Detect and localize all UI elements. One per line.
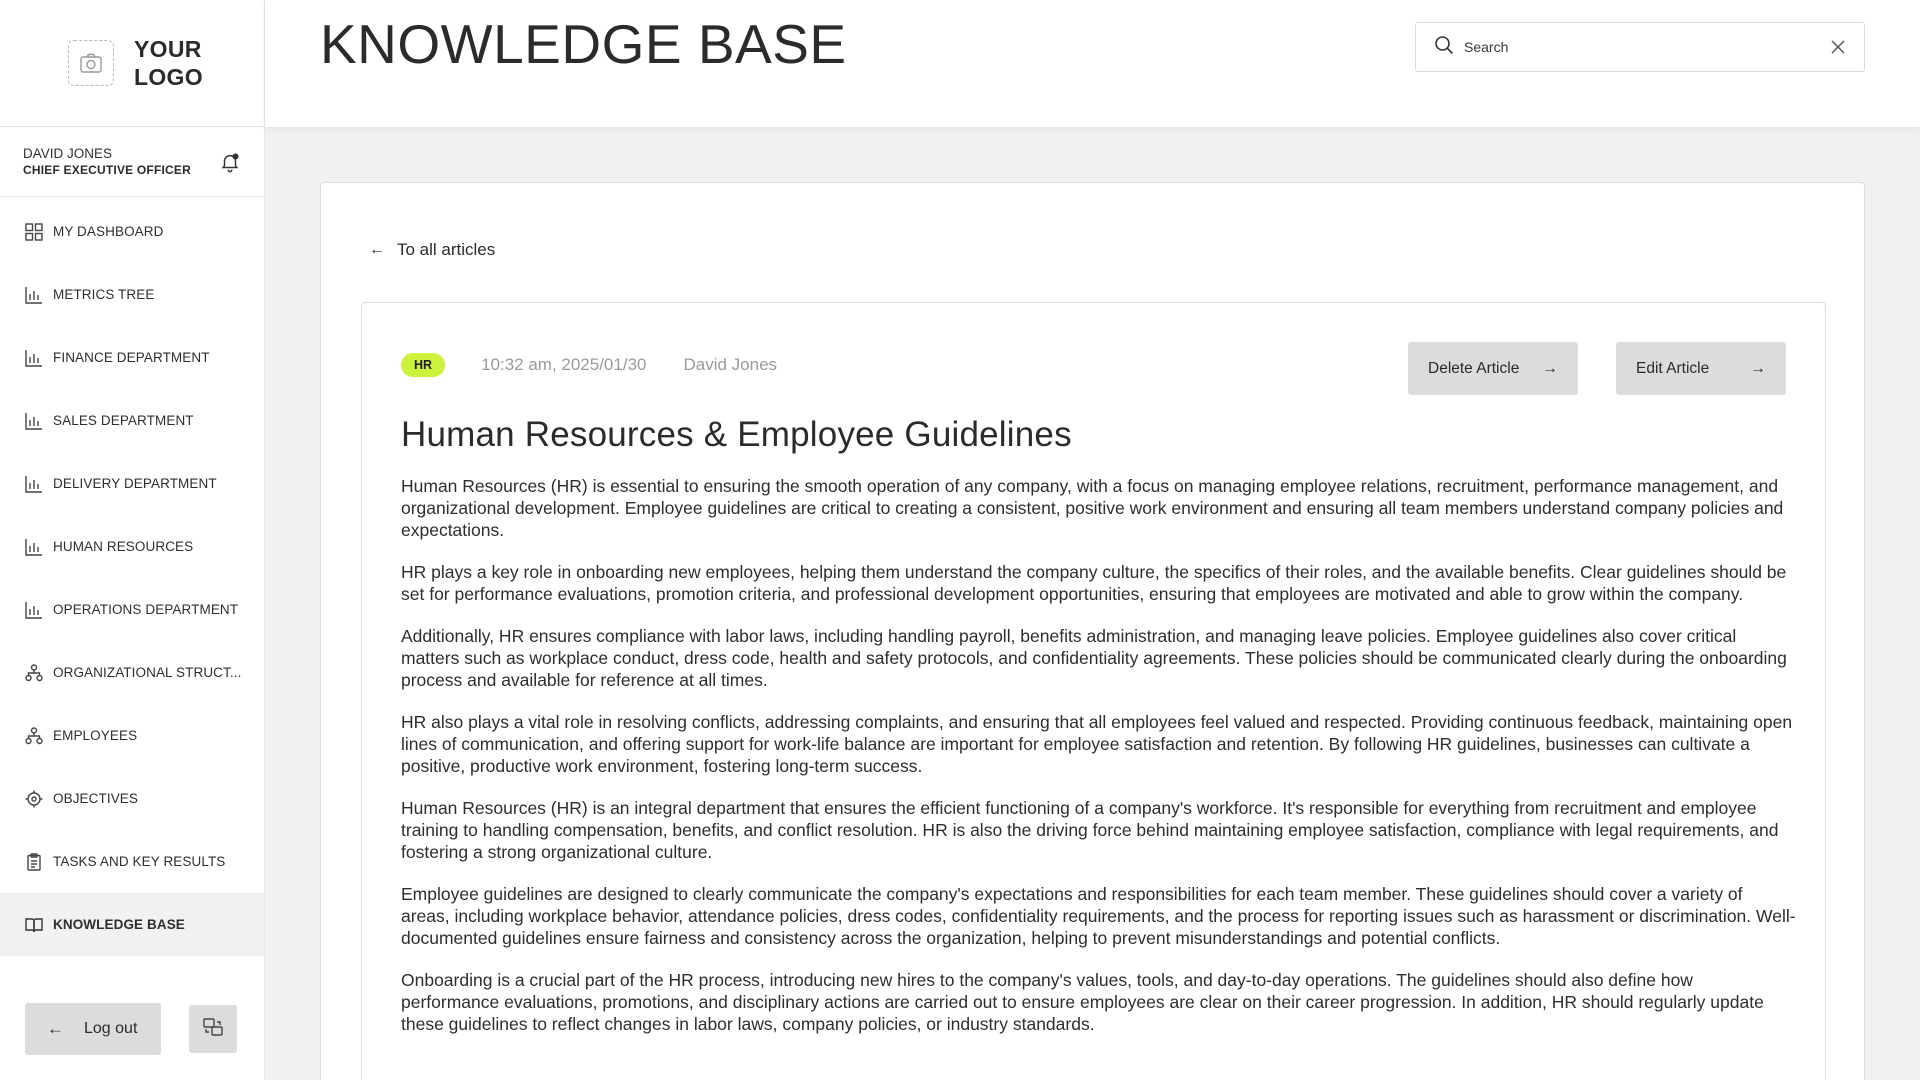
sidebar-item-human-resources[interactable] xyxy=(0,515,264,578)
sidebar-item-operations-department[interactable] xyxy=(0,578,264,641)
article-date: 10:32 am, 2025/01/30 xyxy=(481,355,647,374)
article-paragraph: Human Resources (HR) is an integral department that ensures the efficient functioning of a company's workforce. It's responsible for everything from recruitment and employee training to handling compensation, benefits, and conflict resolution. HR is also the driving force behind maintaining employee satisfaction, compliance with legal requirements, and fostering a strong organizational culture. xyxy=(401,798,1779,862)
sidebar-item-label: FINANCE DEPARTMENT xyxy=(53,350,210,365)
sidebar-item-objectives[interactable] xyxy=(0,767,264,830)
search-icon xyxy=(1434,35,1454,60)
article-paragraph: Additionally, HR ensures compliance with labor laws, including handling payroll, benefits administration, and managing leave policies. Employee guidelines also cover critical matters such as workplace conduct, dress code, health and safety protocols, and confidentiality agreements. These policies should be communicated clearly during the onboarding process and available for reference at all times. xyxy=(401,626,1787,690)
book-icon xyxy=(24,915,44,935)
notifications-bell-icon[interactable] xyxy=(218,150,242,174)
logo-text xyxy=(134,35,203,91)
user-info xyxy=(0,127,264,197)
article-title: Human Resources & Employee Guidelines xyxy=(401,415,1072,454)
close-icon[interactable] xyxy=(1828,37,1848,57)
sidebar-item-label: EMPLOYEES xyxy=(53,728,138,743)
sidebar-item-label: ORGANIZATIONAL STRUCT... xyxy=(53,665,242,680)
article-meta xyxy=(401,353,777,377)
article-actions xyxy=(1408,342,1786,395)
arrow-left-icon: ← xyxy=(369,241,385,258)
article-paragraph: Onboarding is a crucial part of the HR process, introducing new hires to the company's values, tools, and day-to-day operations. The guidelines should also define how performance evaluations, promotions, and disciplinary actions are carried out to ensure employees are clear on their career progression. In addition, HR should regularly update these guidelines to reflect changes in labor laws, company policies, or industry standards. xyxy=(401,970,1764,1034)
sidebar-item-tasks-and-key-results[interactable] xyxy=(0,830,264,893)
top-header xyxy=(265,0,1920,127)
search-box xyxy=(1415,22,1865,72)
sidebar-item-label: TASKS AND KEY RESULTS xyxy=(53,854,226,869)
category-tag: HR xyxy=(401,353,445,377)
bar-chart-icon xyxy=(24,474,44,494)
arrow-right-icon: → xyxy=(1542,359,1558,377)
sidebar-item-organizational-structure[interactable] xyxy=(0,641,264,704)
article-paragraph: HR also plays a vital role in resolving conflicts, addressing complaints, and ensuring that all employees feel valued and respected. Providing continuous feedback, maintaining open lines of communication, and offering support for work-life balance are important for employee satisfaction and retention. By following HR guidelines, businesses can cultivate a positive, productive work environment, fostering long-term success. xyxy=(401,712,1793,776)
sidebar-item-knowledge-base[interactable] xyxy=(0,893,264,956)
org-chart-icon xyxy=(24,726,44,746)
sidebar-item-label: MY DASHBOARD xyxy=(53,224,164,239)
user-role: CHIEF EXECUTIVE OFFICER xyxy=(23,162,191,177)
grid-icon xyxy=(24,222,44,242)
logo-area xyxy=(0,0,264,127)
sidebar-item-label: OBJECTIVES xyxy=(53,791,139,806)
back-link-label: To all articles xyxy=(397,240,496,259)
arrow-right-icon: → xyxy=(1750,359,1766,377)
org-chart-icon xyxy=(24,663,44,683)
sidebar-item-sales-department[interactable] xyxy=(0,389,264,452)
bar-chart-icon xyxy=(24,537,44,557)
logo-text-line1: YOUR xyxy=(134,36,202,62)
sidebar-footer xyxy=(0,978,265,1080)
sidebar xyxy=(0,0,265,1080)
delete-article-button[interactable] xyxy=(1408,342,1578,395)
delete-article-label: Delete Article xyxy=(1428,359,1520,377)
bar-chart-icon xyxy=(24,285,44,305)
logout-button[interactable] xyxy=(25,1003,161,1055)
sidebar-item-metrics-tree[interactable] xyxy=(0,263,264,326)
page-title: KNOWLEDGE BASE xyxy=(320,13,847,75)
bar-chart-icon xyxy=(24,600,44,620)
sidebar-item-label: HUMAN RESOURCES xyxy=(53,539,194,554)
sidebar-item-label: OPERATIONS DEPARTMENT xyxy=(53,602,239,617)
article-paragraph: HR plays a key role in onboarding new employees, helping them understand the company culture, the specifics of their roles, and the available benefits. Clear guidelines should be set for performance evaluations, promotion criteria, and professional development opportunities, ensuring that employees are motivated and able to grow within the company. xyxy=(401,562,1787,604)
article-card xyxy=(361,302,1826,1080)
article-author: David Jones xyxy=(683,355,778,374)
target-icon xyxy=(24,789,44,809)
user-name: DAVID JONES xyxy=(23,145,113,161)
bar-chart-icon xyxy=(24,348,44,368)
search-input[interactable] xyxy=(1464,39,1828,55)
sidebar-item-label: DELIVERY DEPARTMENT xyxy=(53,476,217,491)
sidebar-item-label: KNOWLEDGE BASE xyxy=(53,917,185,932)
sidebar-item-delivery-department[interactable] xyxy=(0,452,264,515)
sidebar-item-label: METRICS TREE xyxy=(53,287,155,302)
article-body xyxy=(401,475,1796,1055)
arrow-left-icon: ← xyxy=(47,1019,64,1038)
sidebar-item-employees[interactable] xyxy=(0,704,264,767)
switch-view-button[interactable] xyxy=(189,1005,237,1053)
clipboard-icon xyxy=(24,852,44,872)
article-paragraph: Human Resources (HR) is essential to ensuring the smooth operation of any company, with a focus on managing employee relations, recruitment, performance management, and organizational development. Employee guidelines are critical to creating a consistent, positive work environment and ensuring all team members understand company policies and expectations. xyxy=(401,476,1784,540)
sidebar-nav xyxy=(0,197,264,1019)
bar-chart-icon xyxy=(24,411,44,431)
main-card xyxy=(320,182,1865,1080)
logo-text-line2: LOGO xyxy=(134,64,203,90)
edit-article-button[interactable] xyxy=(1616,342,1786,395)
article-paragraph: Employee guidelines are designed to clearly communicate the company's expectations and responsibilities for each team member. These guidelines should cover a variety of areas, including workplace behavior, attendance policies, dress codes, confidentiality requirements, and the process for reporting issues such as harassment or discrimination. Well-documented guidelines ensure fairness and consistency across the organization, helping to prevent misunderstandings and potential conflicts. xyxy=(401,884,1796,948)
edit-article-label: Edit Article xyxy=(1636,359,1710,377)
sidebar-item-label: SALES DEPARTMENT xyxy=(53,413,194,428)
back-to-articles-link[interactable] xyxy=(369,240,495,260)
logout-label: Log out xyxy=(84,1020,138,1037)
sidebar-item-my-dashboard[interactable] xyxy=(0,200,264,263)
logo-image-placeholder-icon xyxy=(68,40,114,86)
switch-view-icon xyxy=(203,1018,223,1041)
sidebar-item-finance-department[interactable] xyxy=(0,326,264,389)
